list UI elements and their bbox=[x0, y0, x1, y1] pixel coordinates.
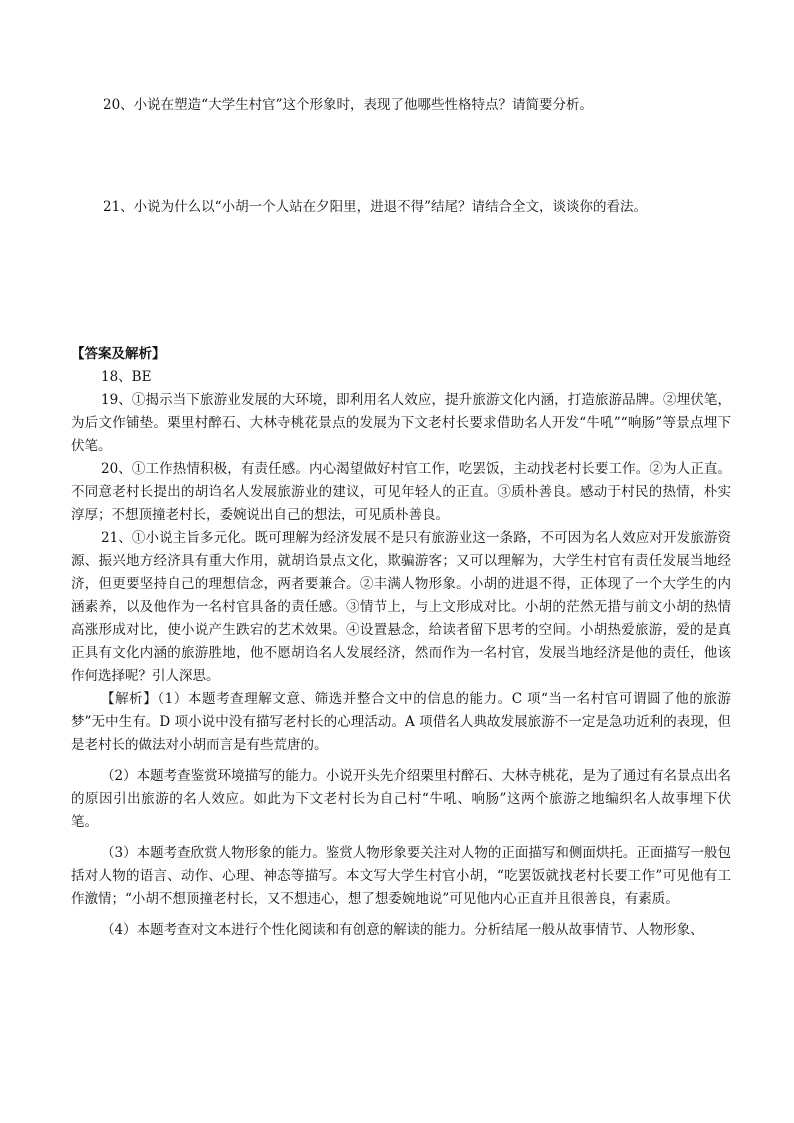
analysis-text-1: （1）本题考查理解文意、筛选并整合文中的信息的能力。C 项“当一名村官可谓圆了他的旅游梦”无中生有。D 项小说中没有描写老村长的心理活动。A 项借名人典故发展旅游不一定是急功近利的表现，但是老村长的做法对小胡而言是有些荒唐的。 bbox=[71, 691, 731, 753]
analysis-paragraph-2: （2）本题考查鉴赏环境描写的能力。小说开头先介绍栗里村醉石、大林寺桃花，是为了通过有名景点出名的原因引出旅游的名人效应。如此为下文老村长为自己村“牛吼、响肠”这两个旅游之地编织名人故事埋下伏笔。 bbox=[71, 768, 731, 830]
question-20: 20、小说在塑造“大学生村官”这个形象时，表现了他哪些性格特点？请简要分析。 bbox=[103, 97, 593, 113]
answer-20: 20、①工作热情积极，有责任感。内心渴望做好村官工作，吃罢饭，主动找老村长要工作。②为人正直。不同意老村长提出的胡诌名人发展旅游业的建议，可见年轻人的正直。③质朴善良。感动于村民的热情，朴实淳厚；不想顶撞老村长，委婉说出自己的想法，可见质朴善良。 bbox=[71, 461, 731, 523]
answer-21: 21、①小说主旨多元化。既可理解为经济发展不是只有旅游业这一条路，不可因为名人效应对开发旅游资源、振兴地方经济具有重大作用，就胡诌景点文化，欺骗游客；又可以理解为，大学生村官有责任发展当地经济，但更要坚持自己的理想信念，两者要兼合。②丰满人物形象。小胡的进退不得，正体现了一个大学生的内涵素养，以及他作为一名村官具备的责任感。③情节上，与上文形成对比。小胡的茫然无措与前文小胡的热情高涨形成对比，使小说产生跌宕的艺术效果。④设置悬念，给读者留下思考的空间。小胡热爱旅游，爱的是真正具有文化内涵的旅游胜地，他不愿胡诌名人发展经济，然而作为一名村官，发展当地经济是他的责任，他该作何选择呢？引人深思。 bbox=[71, 530, 731, 684]
answer-section bbox=[71, 343, 731, 942]
answer-18: 18、BE bbox=[101, 369, 152, 385]
analysis-paragraph-3: （3）本题考查欣赏人物形象的能力。鉴赏人物形象要关注对人物的正面描写和侧面烘托。正面描写一般包括对人物的语言、动作、心理、神态等描写。本文写大学生村官小胡，“吃罢饭就找老村长要工作”可见他有工作激情；“小胡不想顶撞老村长，又不想违心，想了想委婉地说”可见他内心正直并且很善良，有素质。 bbox=[71, 845, 731, 907]
analysis-label: 【解析】 bbox=[101, 691, 158, 707]
question-21: 21、小说为什么以“小胡一个人站在夕阳里，进退不得”结尾？请结合全文，谈谈你的看法。 bbox=[103, 199, 647, 215]
analysis-paragraph-4: （4）本题考查对文本进行个性化阅读和有创意的解读的能力。分析结尾一般从故事情节、人物形象、 bbox=[101, 922, 704, 938]
answer-19: 19、①揭示当下旅游业发展的大环境，即利用名人效应，提升旅游文化内涵，打造旅游品牌。②埋伏笔，为后文作铺垫。栗里村醉石、大林寺桃花景点的发展为下文老村长要求借助名人开发“牛吼”“响肠”等景点埋下伏笔。 bbox=[71, 392, 731, 454]
answer-heading: 【答案及解析】 bbox=[71, 346, 166, 362]
analysis-paragraph-1 bbox=[71, 688, 731, 757]
